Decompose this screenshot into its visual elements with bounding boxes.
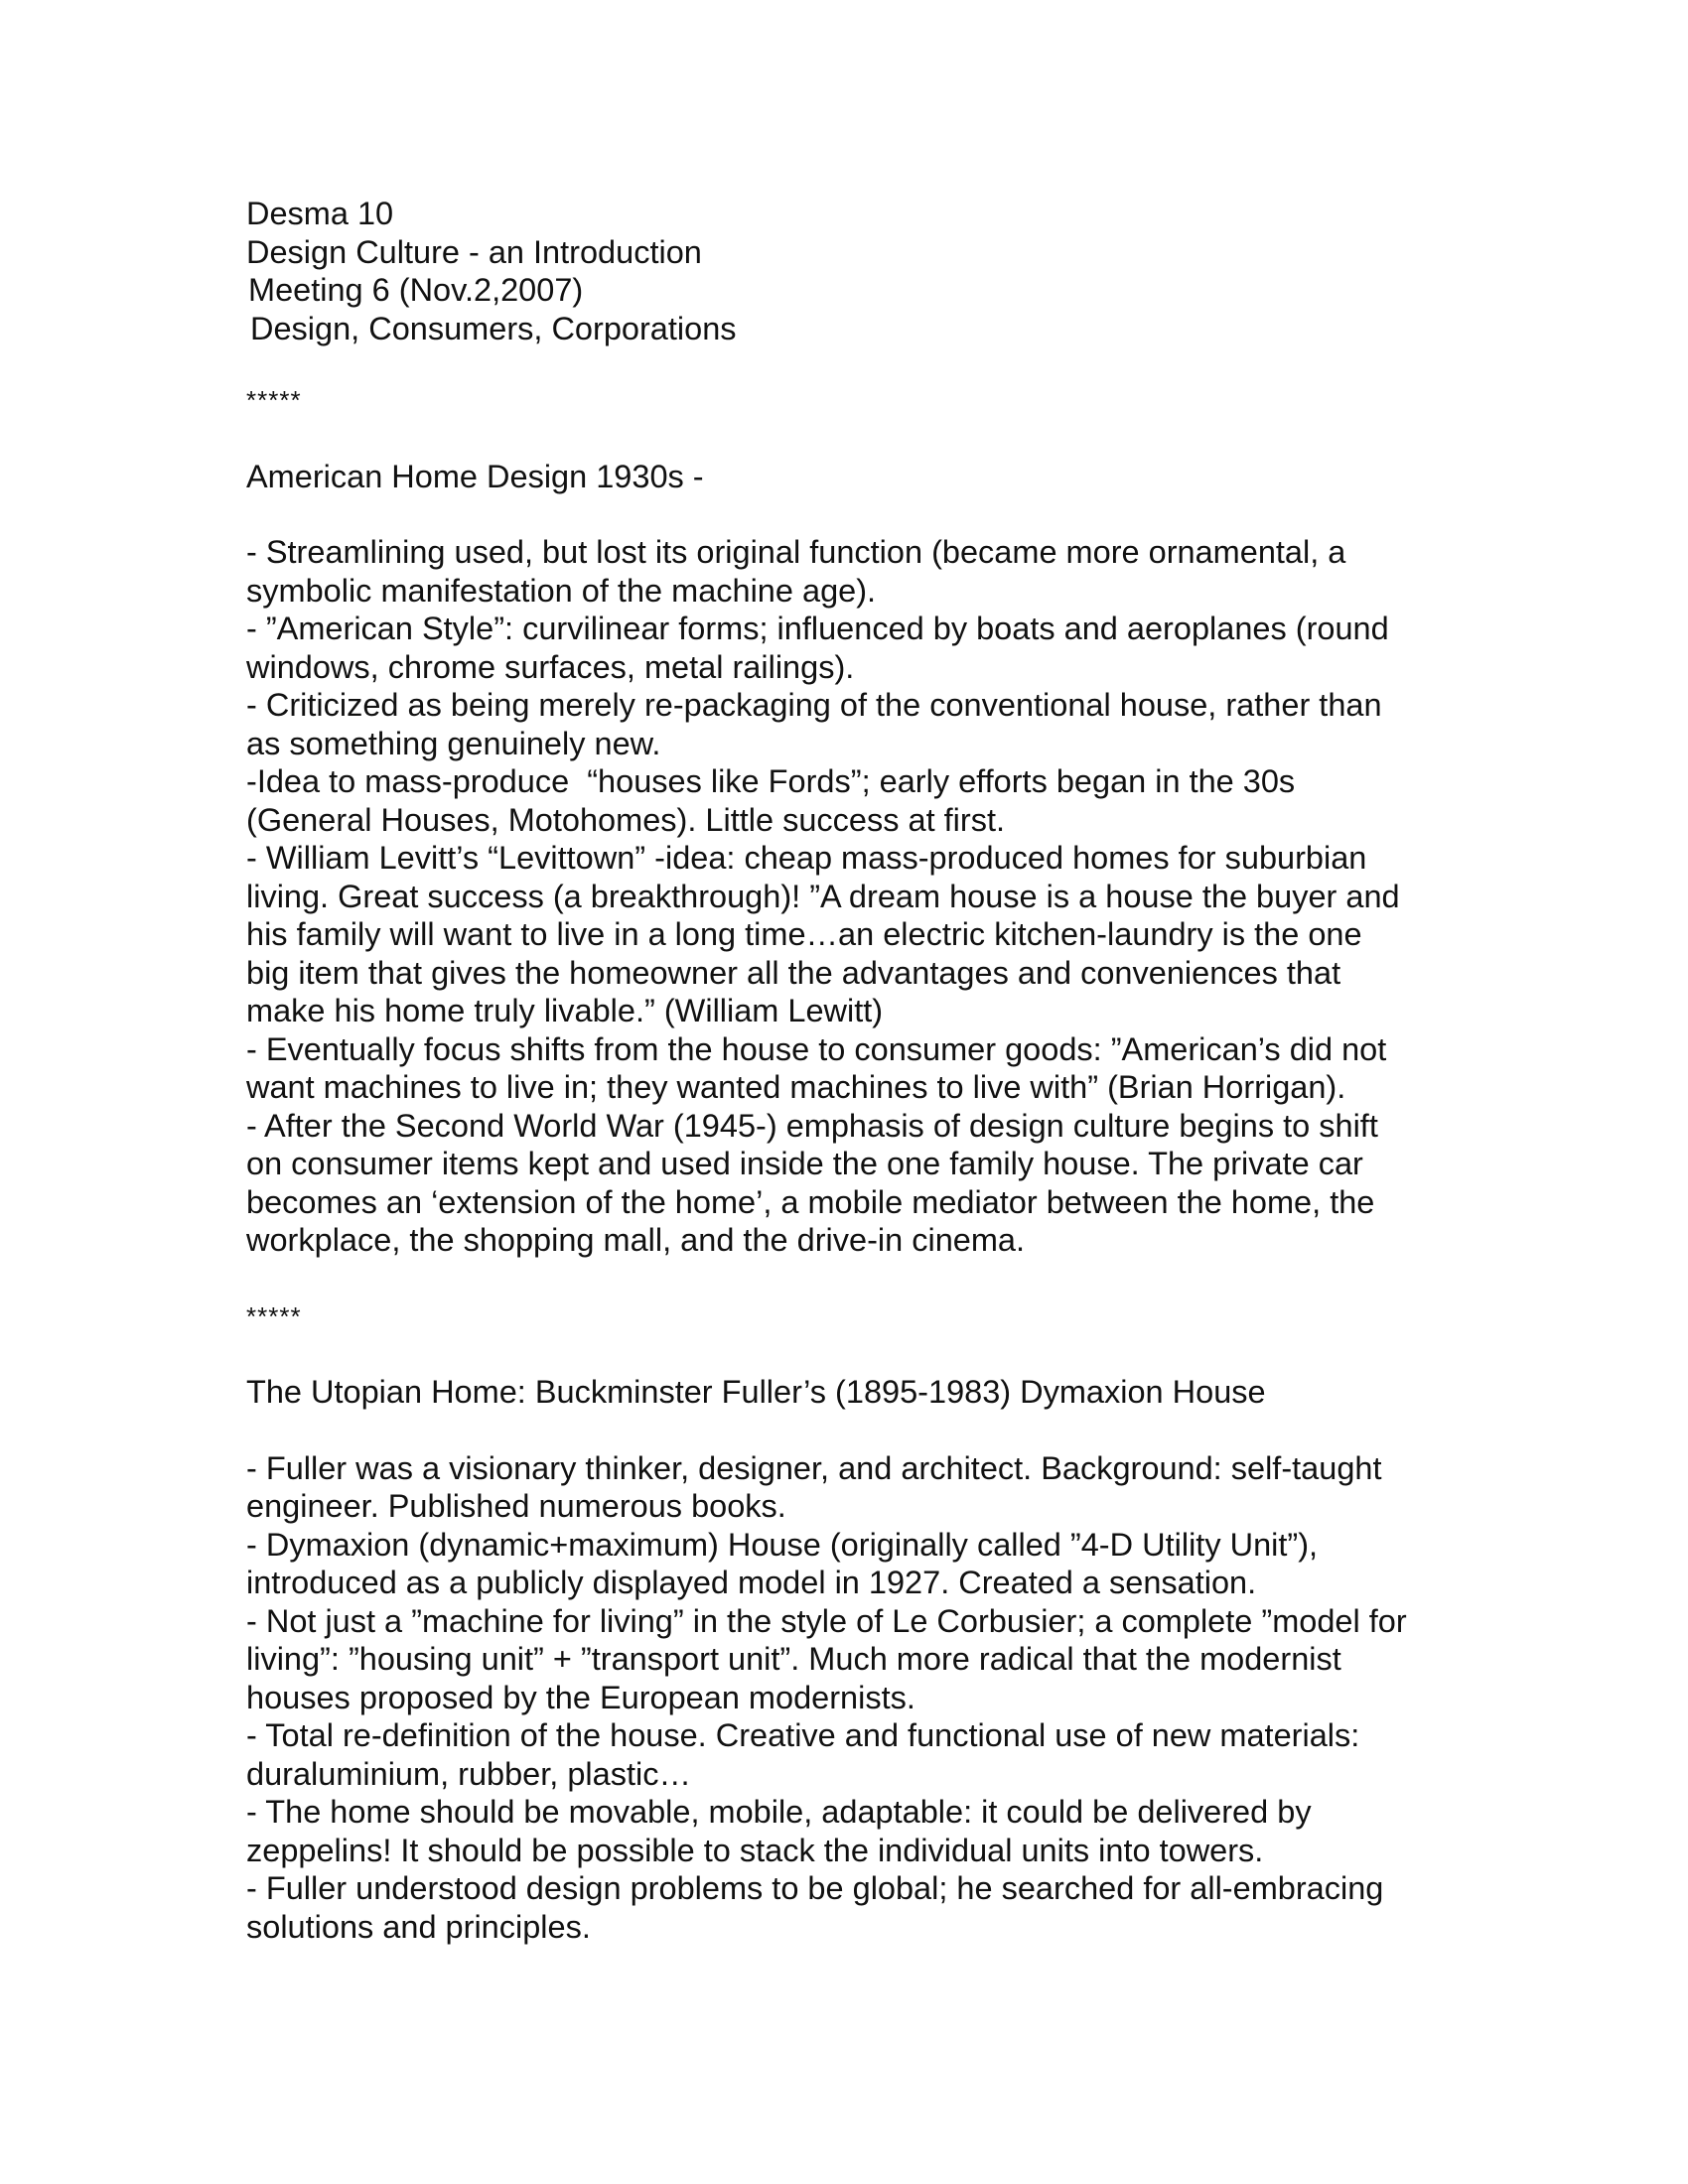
list-item: -Idea to mass-produce “houses like Fords”; early efforts began in the 30s (General Houses, Motohomes). Little success at first.	[246, 763, 1296, 838]
document-header	[246, 195, 1468, 347]
list-item: - After the Second World War (1945-) emphasis of design culture begins to shift on consumer items kept and used inside the one family house. The private car becomes an ‘extension of the home’, a mobile mediator between the home, the workplace, the shopping mall, and the drive-in cinema.	[246, 1107, 1378, 1258]
list-item: - Criticized as being merely re-packaging of the conventional house, rather than as something genuinely new.	[246, 687, 1382, 761]
list-item: - Dymaxion (dynamic+maximum) House (originally called ”4-D Utility Unit”), introduced as a publicly displayed model in 1927. Created a sensation.	[246, 1526, 1319, 1600]
meeting-info: Meeting 6 (Nov.2,2007)	[248, 272, 584, 308]
list-item: - Streamlining used, but lost its original function (became more ornamental, a symbolic manifestation of the machine age).	[246, 534, 1346, 609]
list-item: - Total re-definition of the house. Creative and functional use of new materials: duraluminium, rubber, plastic…	[246, 1717, 1360, 1792]
meeting-topic: Design, Consumers, Corporations	[250, 310, 737, 346]
list-item: - William Levitt’s “Levittown” -idea: cheap mass-produced homes for suburbian living. Great success (a breakthrough)! ”A dream house is a house the buyer and his family will want to live in a long time…an electric kitchen-laundry is the one big item that gives the homeowner all the advantages and conveniences that make his home truly livable.” (William Lewitt)	[246, 840, 1400, 1028]
course-code: Desma 10	[246, 196, 394, 231]
section-american-home-list	[246, 533, 1468, 1260]
course-title: Design Culture - an Introduction	[246, 233, 702, 270]
section-utopian-home-list	[246, 1449, 1468, 1947]
list-item: - Fuller understood design problems to be global; he searched for all-embracing solutions and principles.	[246, 1870, 1384, 1945]
list-item: - Eventually focus shifts from the house to consumer goods: ”American’s did not want machines to live in; they wanted machines to live with” (Brian Horrigan).	[246, 1030, 1387, 1105]
section-title-american-home: American Home Design 1930s -	[246, 458, 704, 494]
document-body	[246, 195, 1468, 1946]
separator-stars: *****	[246, 1300, 302, 1331]
section-title-utopian-home: The Utopian Home: Buckminster Fuller’s (1895-1983) Dymaxion House	[246, 1374, 1266, 1410]
list-item: - The home should be movable, mobile, adaptable: it could be delivered by zeppelins! It should be possible to stack the individual units into towers.	[246, 1794, 1312, 1868]
list-item: - ”American Style”: curvilinear forms; influenced by boats and aeroplanes (round windows, chrome surfaces, metal railings).	[246, 611, 1389, 685]
separator-stars: *****	[246, 385, 302, 415]
list-item: - Not just a ”machine for living” in the style of Le Corbusier; a complete ”model for living”: ”housing unit” + ”transport unit”. Much more radical that the modernist houses proposed by the European modernists.	[246, 1602, 1407, 1715]
list-item: - Fuller was a visionary thinker, designer, and architect. Background: self-taught engineer. Published numerous books.	[246, 1449, 1382, 1524]
